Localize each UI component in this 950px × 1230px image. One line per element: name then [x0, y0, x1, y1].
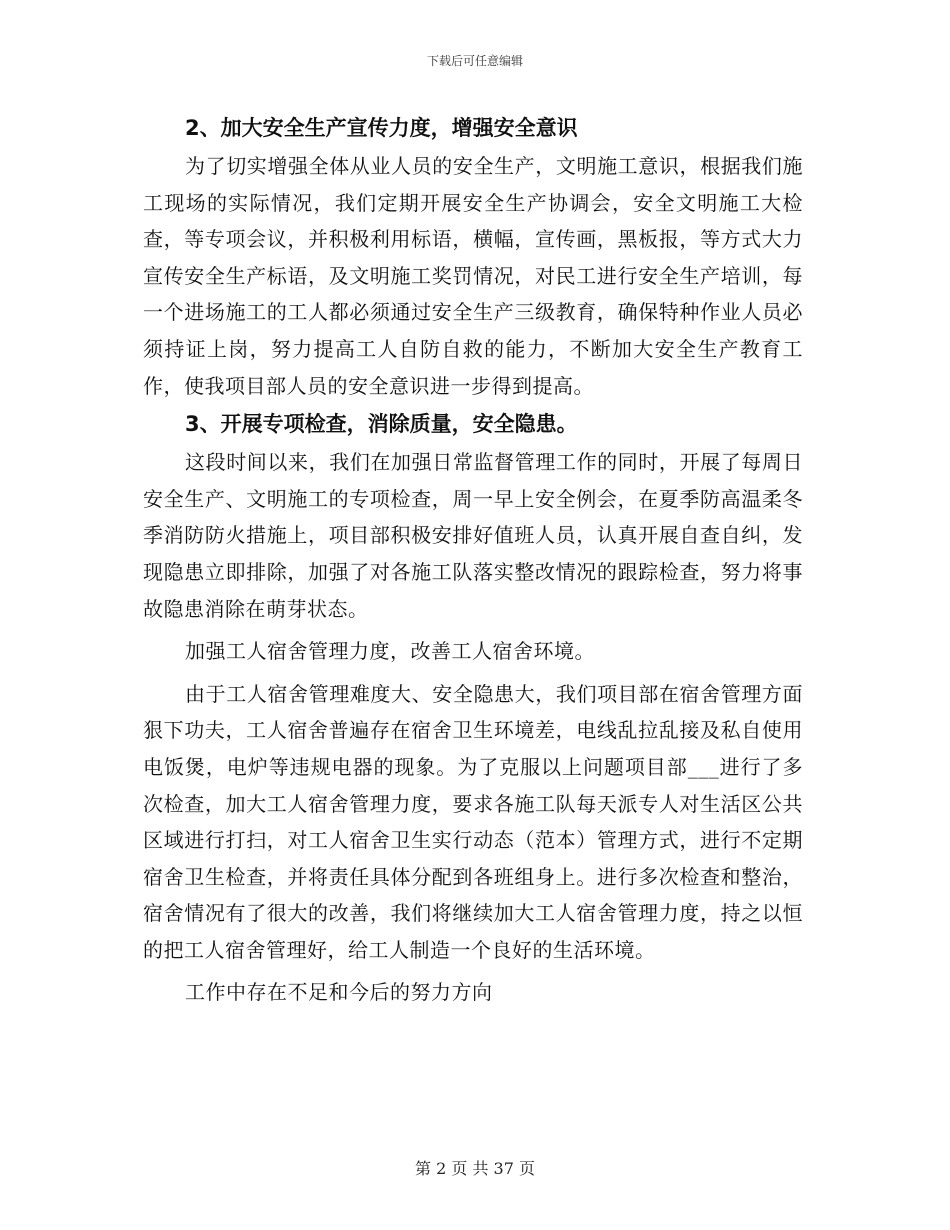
section-heading-2: 2、加大安全生产宣传力度，增强安全意识 [185, 116, 578, 140]
paragraph-safety-promotion: 为了切实增强全体从业人员的安全生产，文明施工意识，根据我们施工现场的实际情况，我们定期开展安全生产协调会，安全文明施工大检查，等专项会议，并积极利用标语，横幅，宣传画，黑板报，等方式大力宣传安全生产标语，及文明施工奖罚情况，对民工进行安全生产培训，每一个进场施工的工人都必须通过安全生产三级教育，确保特种作业人员必须持证上岗，努力提高工人自防自救的能力，不断加大安全生产教育工作，使我项目部人员的安全意识进一步得到提高。 [143, 154, 803, 398]
paragraph-dormitory-management: 由于工人宿舍管理难度大、安全隐患大，我们项目部在宿舍管理方面狠下功夫，工人宿舍普遍存在宿舍卫生环境差，电线乱拉乱接及私自使用电饭煲，电炉等违规电器的现象。为了克服以上问题项目部___进行了多次检查，加大工人宿舍管理力度，要求各施工队每天派专人对生活区公共区域进行打扫，对工人宿舍卫生实行动态（范本）管理方式，进行不定期宿舍卫生检查，并将责任具体分配到各班组身上。进行多次检查和整治，宿舍情况有了很大的改善，我们将继续加大工人宿舍管理力度，持之以恒的把工人宿舍管理好，给工人制造一个良好的生活环境。 [143, 681, 803, 962]
section-heading-3: 3、开展专项检查，消除质量，安全隐患。 [185, 412, 578, 437]
document-body [143, 108, 803, 1011]
page-number: 第 2 页 共 37 页 [415, 1159, 535, 1178]
page-header-note: 下载后可任意编辑 [426, 54, 523, 68]
paragraph-special-inspection: 这段时间以来，我们在加强日常监督管理工作的同时，开展了每周日安全生产、文明施工的专项检查，周一早上安全例会，在夏季防高温柔冬季消防防火措施上，项目部积极安排好值班人员，认真开展自查自纠，发现隐患立即排除，加强了对各施工队落实整改情况的跟踪检查，努力将事故隐患消除在萌芽状态。 [143, 450, 803, 621]
paragraph-dormitory-heading: 加强工人宿舍管理力度，改善工人宿舍环境。 [185, 639, 595, 664]
paragraph-shortcomings: 工作中存在不足和今后的努力方向 [185, 980, 493, 1005]
